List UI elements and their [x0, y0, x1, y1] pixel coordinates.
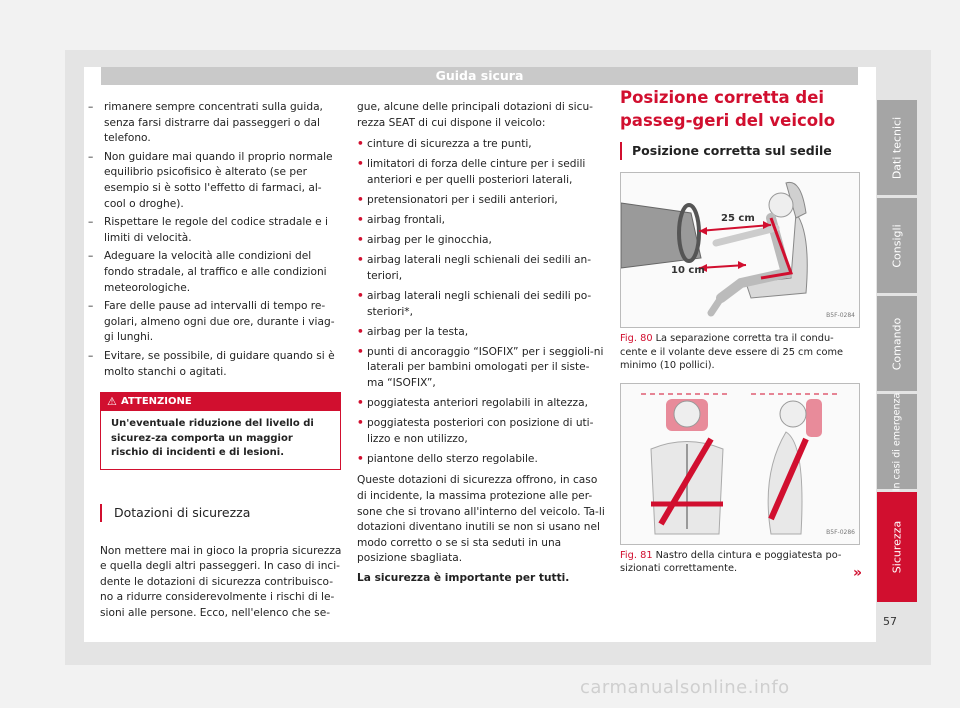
column-2: [357, 100, 605, 591]
dash-icon: –: [88, 150, 94, 163]
bullet-icon: •: [357, 325, 364, 338]
safety-paragraph: Queste dotazioni di sicurezza offrono, in caso di incidente, la massima protezione alle per-sone che si trovano all'interno del veicolo. Ta-li dotazioni diventano inutili se non si usano nel modo corretto o se si sta seduti in una posizione sbagliata.: [357, 474, 605, 565]
bullet-icon: •: [357, 397, 364, 409]
figure-caption: Fig. 81 Nastro della cintura e poggiatesta po-sizionati correttamente.: [620, 549, 842, 574]
dash-icon: –: [88, 101, 94, 113]
page-header: Guida sicura: [101, 67, 858, 85]
list-item: • airbag per la testa,: [357, 325, 605, 341]
list-item: • airbag frontali,: [357, 213, 605, 229]
distance-label-25cm: 25 cm: [721, 213, 755, 224]
warning-text: Un'eventuale riduzione del livello di sicurez-za comporta un maggior rischio di incidenti e di lesioni.: [111, 418, 314, 459]
figure-caption: Fig. 80 La separazione corretta tra il condu-cente e il volante deve essere di 25 cm come minimo (10 pollici).: [620, 333, 844, 371]
main-heading: Posizione corretta dei passeg-geri del veicolo: [620, 88, 836, 130]
dash-icon: –: [88, 300, 94, 313]
column-3: [620, 86, 860, 576]
dash-icon: –: [88, 349, 94, 362]
list-item: • airbag laterali negli schienali dei sedili po-steriori*,: [357, 289, 592, 318]
figure-number: Fig. 80: [620, 333, 653, 344]
continue-next-page-icon: »: [853, 565, 863, 581]
bullet-icon: •: [357, 193, 364, 206]
list-item: • limitatori di forza delle cinture per i sedili anteriori e per quelli posteriori laterali,: [357, 158, 586, 186]
bullet-icon: •: [357, 289, 364, 302]
tab-consigli[interactable]: Consigli: [877, 198, 917, 293]
list-item: • poggiatesta anteriori regolabili in altezza,: [357, 396, 605, 412]
figure-code: B5F-0286: [826, 528, 855, 536]
bullet-icon: •: [357, 254, 364, 267]
tab-dati-tecnici[interactable]: Dati tecnici: [877, 100, 917, 195]
list-item: • piantone dello sterzo regolabile.: [357, 452, 605, 468]
figure-seat-distance: [620, 172, 860, 328]
bullet-icon: •: [357, 214, 364, 227]
figure-number: Fig. 81: [620, 549, 653, 561]
dash-list-item: – Evitare, se possibile, di guidare quando si è molto stanchi o agitati.: [88, 349, 335, 378]
dash-list-item: – Rispettare le regole del codice stradale e i limiti di velocità.: [88, 216, 329, 244]
list-item: • punti di ancoraggio “ISOFIX” per i seggioli-ni laterali per bambini omologati per il siste-ma “ISOFIX”,: [357, 345, 604, 389]
subheading: Posizione corretta sul sedile: [620, 142, 860, 160]
warning-box: [100, 392, 341, 470]
belt-headrest-illustration: [621, 384, 859, 544]
intro-paragraph: gue, alcune delle principali dotazioni di sicu-rezza SEAT di cui dispone il veicolo:: [357, 101, 593, 129]
distance-label-10cm: 10 cm: [671, 265, 705, 276]
dash-list-item: – rimanere sempre concentrati sulla guida, senza farsi distrarre dai passeggeri o dal telefono.: [88, 101, 323, 145]
dash-list-item: – Adeguare la velocità alle condizioni del fondo stradale, al traffico e alle condizioni meteorologiche.: [88, 250, 327, 294]
bullet-icon: •: [357, 345, 364, 358]
section-paragraph: Non mettere mai in gioco la propria sicurezza e quella degli altri passeggeri. In caso di inci-dente le dotazioni di sicurezza contribuisco-no a ridurre considerevolmente i rischi di le-sioni alle persone. Ecco, nell'elenco che se-: [100, 544, 342, 619]
bullet-icon: •: [357, 234, 364, 247]
dash-icon: –: [88, 216, 94, 229]
list-item: • pretensionatori per i sedili anteriori,: [357, 193, 605, 209]
list-item: • cinture di sicurezza a tre punti,: [357, 137, 605, 153]
safety-emphasis: La sicurezza è importante per tutti.: [357, 571, 570, 584]
watermark-text: carmanualsonline.info: [580, 677, 790, 698]
seat-distance-illustration: [621, 173, 859, 327]
list-item: • poggiatesta posteriori con posizione di uti-lizzo e non utilizzo,: [357, 417, 594, 445]
chapter-tabs: [877, 100, 927, 605]
list-item: • airbag laterali negli schienali dei sedili an-teriori,: [357, 254, 592, 282]
dash-list-item: – Non guidare mai quando il proprio normale equilibrio psicofisico è alterato (se per esempio si è sotto l'effetto di farmaci, al-cool o droghe).: [88, 150, 333, 210]
section-heading: Dotazioni di sicurezza: [100, 504, 343, 522]
bullet-icon: •: [357, 158, 364, 171]
column-1: [88, 100, 343, 626]
bullet-icon: •: [357, 138, 364, 151]
bullet-icon: •: [357, 452, 364, 465]
tab-sicurezza[interactable]: Sicurezza: [877, 492, 917, 602]
bullet-icon: •: [357, 417, 364, 430]
dash-icon: –: [88, 250, 94, 263]
warning-label: ATTENZIONE: [121, 396, 192, 408]
tab-in-casi-di-emergenza[interactable]: In casi di emergenza: [877, 394, 917, 489]
warning-triangle-icon: ⚠: [107, 395, 117, 409]
figure-code: B5F-0284: [826, 312, 855, 320]
tab-comando[interactable]: Comando: [877, 296, 917, 391]
page-number: 57: [883, 615, 897, 628]
figure-belt-headrest: [620, 383, 860, 545]
warning-header: [101, 393, 340, 411]
dash-list-item: – Fare delle pause ad intervalli di tempo re-golari, almeno ogni due ore, durante i viag-gi lunghi.: [88, 300, 335, 344]
list-item: • airbag per le ginocchia,: [357, 233, 605, 249]
